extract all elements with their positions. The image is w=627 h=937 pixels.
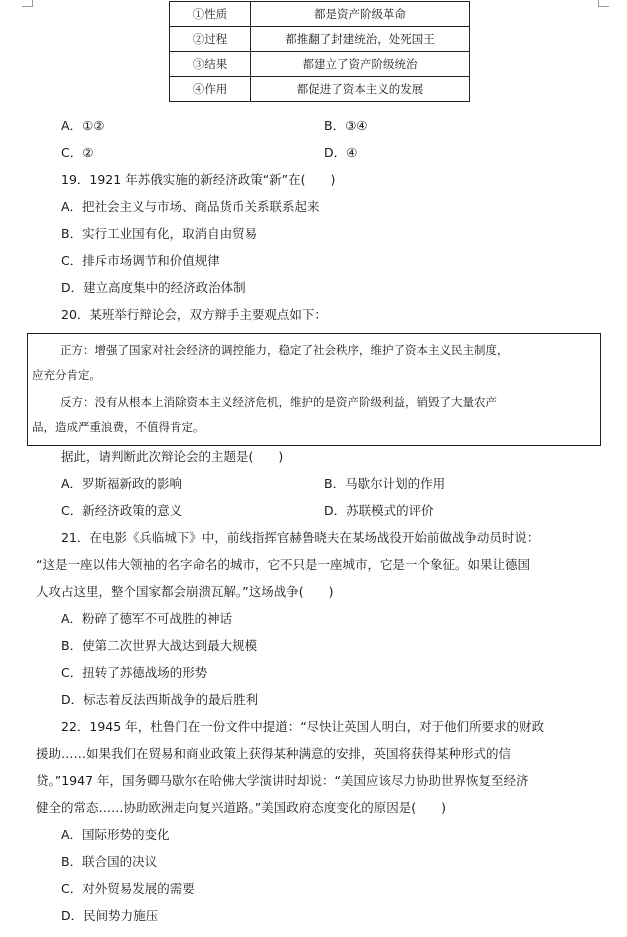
q22-option-d: D．民间势力施压 [61, 908, 159, 923]
con-argument-line1: 反方：没有从根本上消除资本主义经济危机，维护的是资产阶级利益，销毁了大量农产 [60, 395, 497, 409]
table-cell-key: ④作用 [170, 77, 251, 102]
q22-stem-line3: 贷。”1947 年，国务卿马歇尔在哈佛大学演讲时却说：“美国应该尽力协助世界恢复至经济 [36, 773, 529, 788]
q22-option-a: A．国际形势的变化 [61, 827, 170, 842]
q22-stem-line4: 健全的常态……协助欧洲走向复兴道路。”美国政府态度变化的原因是( ) [36, 800, 446, 815]
q19-option-c: C．排斥市场调节和价值规律 [61, 253, 220, 268]
con-argument-line2: 品，造成严重浪费，不值得肯定。 [32, 420, 205, 434]
pro-argument-line2: 应充分肯定。 [32, 368, 101, 382]
q21-option-b: B．使第二次世界大战达到最大规模 [61, 638, 258, 653]
q18-option-b: B．③④ [324, 118, 368, 133]
table-row [170, 77, 470, 102]
q21-option-c: C．扭转了苏德战场的形势 [61, 665, 208, 680]
q20-stem: 20．某班举行辩论会，双方辩手主要观点如下： [61, 307, 327, 322]
table-row [170, 27, 470, 52]
q20-option-d: D．苏联模式的评价 [324, 503, 434, 518]
q19-option-a: A．把社会主义与市场、商品货币关系联系起来 [61, 199, 320, 214]
q22-stem-line1: 22．1945 年，杜鲁门在一份文件中提道：“尽快让英国人明白，对于他们所要求的财政 [61, 719, 545, 734]
q18-option-d: D．④ [324, 145, 358, 160]
q20-option-b: B．马歇尔计划的作用 [324, 476, 446, 491]
q19-option-b: B．实行工业国有化，取消自由贸易 [61, 226, 258, 241]
q21-stem-line3: 人攻占这里，整个国家都会崩溃瓦解。”这场战争( ) [36, 584, 334, 599]
pro-argument-line1: 正方：增强了国家对社会经济的调控能力，稳定了社会秩序，维护了资本主义民主制度， [60, 343, 509, 357]
comparison-table [169, 1, 470, 102]
q21-stem-line2: “这是一座以伟大领袖的名字命名的城市，它不只是一座城市，它是一个象征。如果让德国 [36, 557, 530, 572]
q20-option-c: C．新经济政策的意义 [61, 503, 183, 518]
table-cell-key: ②过程 [170, 27, 251, 52]
table-cell-value: 都建立了资产阶级统治 [251, 52, 470, 77]
page-corner-mark-right [598, 0, 609, 7]
table-cell-value: 都推翻了封建统治，处死国王 [251, 27, 470, 52]
table-row [170, 52, 470, 77]
q18-option-a: A．①② [61, 118, 105, 133]
q19-stem: 19．1921 年苏俄实施的新经济政策“新”在( ) [61, 172, 336, 187]
page-corner-mark-left [22, 0, 33, 7]
table-row [170, 2, 470, 27]
table-cell-key: ①性质 [170, 2, 251, 27]
q18-option-c: C．② [61, 145, 94, 160]
debate-viewpoints-box [27, 333, 601, 446]
table-cell-key: ③结果 [170, 52, 251, 77]
q21-stem-line1: 21．在电影《兵临城下》中，前线指挥官赫鲁晓夫在某场战役开始前做战争动员时说： [61, 530, 540, 545]
q22-stem-line2: 援助……如果我们在贸易和商业政策上获得某种满意的安排，英国将获得某种形式的信 [36, 746, 512, 761]
table-cell-value: 都是资产阶级革命 [251, 2, 470, 27]
q20-question: 据此，请判断此次辩论会的主题是( ) [61, 449, 284, 464]
q21-option-a: A．粉碎了德军不可战胜的神话 [61, 611, 233, 626]
q20-option-a: A．罗斯福新政的影响 [61, 476, 183, 491]
table-cell-value: 都促进了资本主义的发展 [251, 77, 470, 102]
q22-option-b: B．联合国的决议 [61, 854, 158, 869]
q22-option-c: C．对外贸易发展的需要 [61, 881, 195, 896]
q21-option-d: D．标志着反法西斯战争的最后胜利 [61, 692, 259, 707]
q19-option-d: D．建立高度集中的经济政治体制 [61, 280, 246, 295]
